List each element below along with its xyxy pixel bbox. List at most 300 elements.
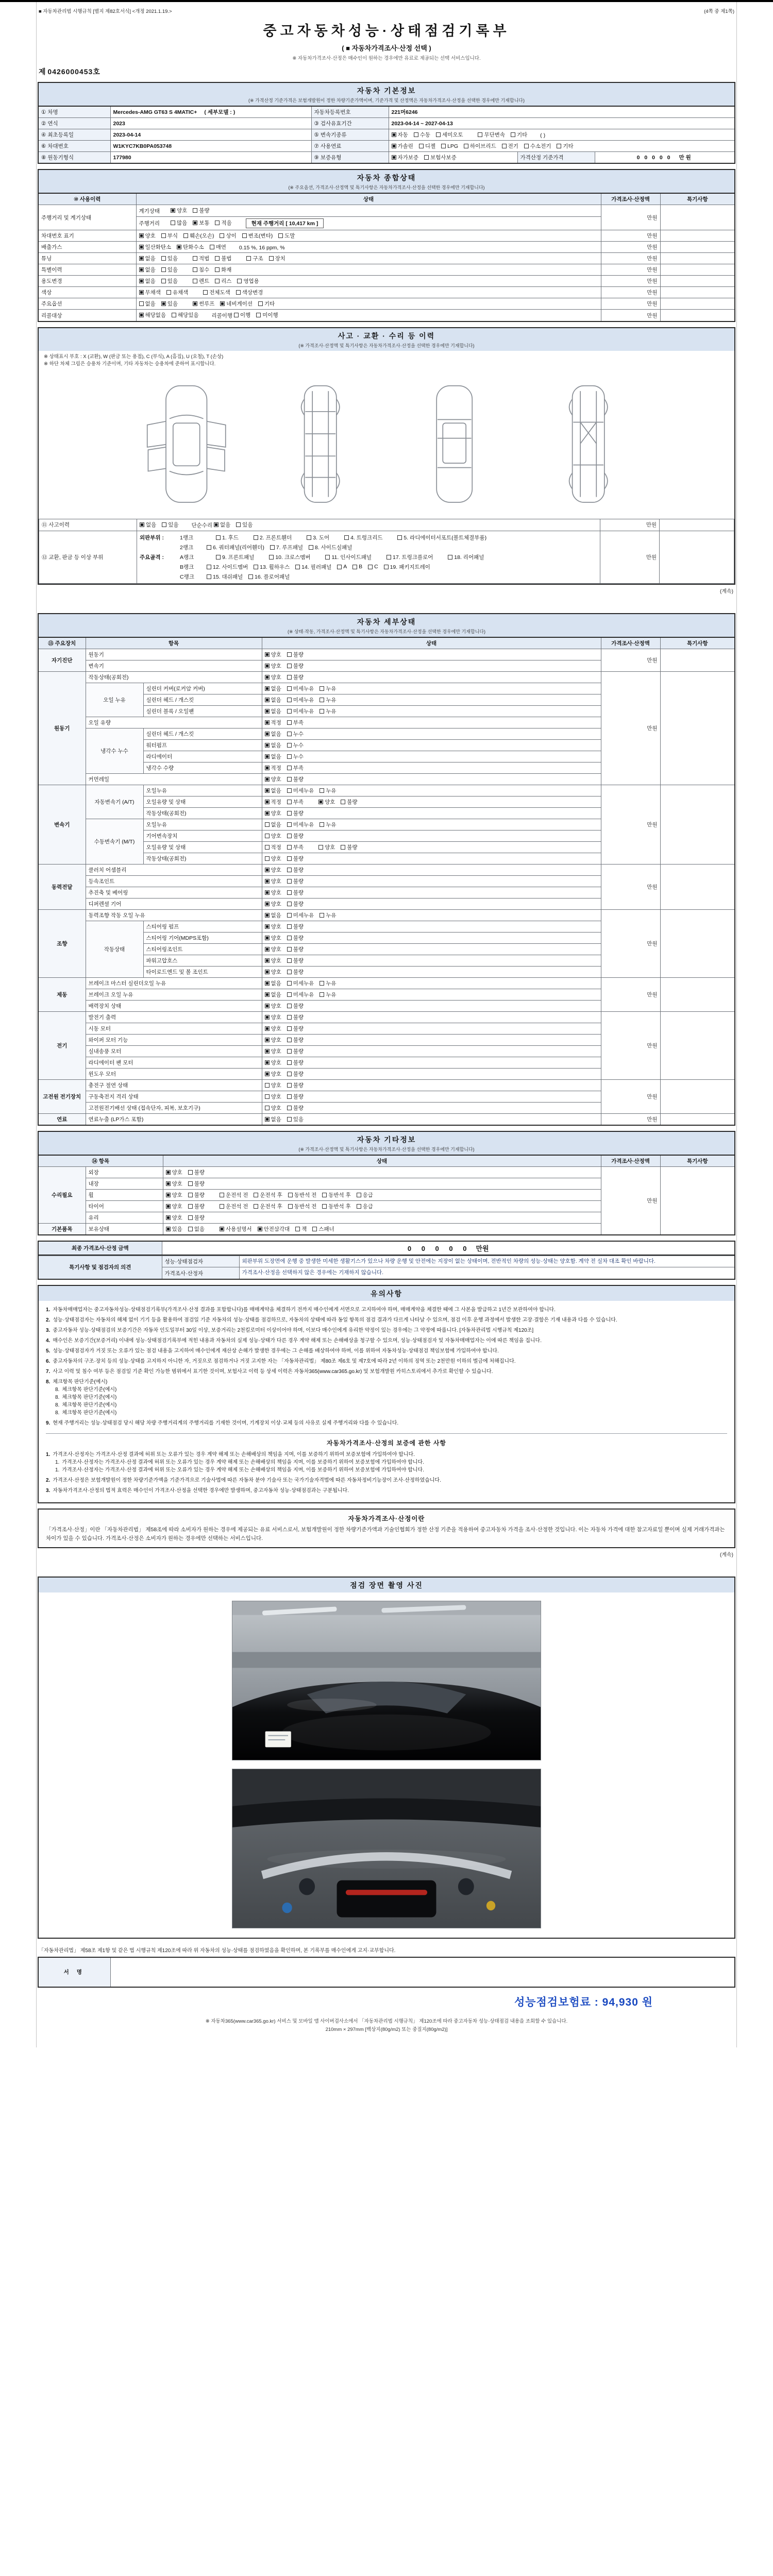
checkbox-icon[interactable] <box>139 256 144 261</box>
checkbox-icon[interactable] <box>166 1170 171 1175</box>
checkbox-option[interactable] <box>171 219 187 227</box>
checkbox-icon[interactable] <box>258 1227 262 1231</box>
checkbox-icon[interactable] <box>320 698 324 702</box>
checkbox-option[interactable] <box>166 1202 182 1210</box>
checkbox-icon[interactable] <box>140 522 144 527</box>
checkbox-option[interactable] <box>265 1081 281 1089</box>
checkbox-icon[interactable] <box>352 565 357 569</box>
checkbox-icon[interactable] <box>278 233 283 238</box>
checkbox-option[interactable] <box>357 1191 373 1199</box>
checkbox-icon[interactable] <box>287 913 292 918</box>
checkbox-icon[interactable] <box>207 565 211 569</box>
checkbox-icon[interactable] <box>236 522 241 527</box>
checkbox-option[interactable] <box>287 809 304 817</box>
checkbox-icon[interactable] <box>384 565 389 569</box>
checkbox-icon[interactable] <box>215 221 220 225</box>
checkbox-icon[interactable] <box>344 535 349 540</box>
checkbox-option[interactable] <box>265 787 281 794</box>
checkbox-option[interactable] <box>265 696 281 704</box>
checkbox-icon[interactable] <box>177 245 181 249</box>
checkbox-option[interactable] <box>265 855 281 862</box>
checkbox-icon[interactable] <box>287 1106 292 1110</box>
checkbox-option[interactable] <box>287 696 314 704</box>
checkbox-option[interactable] <box>265 877 281 885</box>
checkbox-option[interactable] <box>166 1191 182 1199</box>
checkbox-icon[interactable] <box>287 1060 292 1065</box>
checkbox-option[interactable] <box>265 934 281 942</box>
checkbox-icon[interactable] <box>287 720 292 725</box>
checkbox-icon[interactable] <box>322 1204 327 1209</box>
checkbox-option[interactable] <box>265 900 281 908</box>
checkbox-option[interactable] <box>318 843 335 851</box>
checkbox-option[interactable] <box>193 277 209 285</box>
checkbox-icon[interactable] <box>265 652 270 657</box>
checkbox-option[interactable] <box>320 696 336 704</box>
checkbox-option[interactable] <box>312 1225 334 1233</box>
checkbox-option[interactable] <box>216 534 239 541</box>
checkbox-icon[interactable] <box>287 958 292 963</box>
checkbox-option[interactable] <box>287 651 304 658</box>
checkbox-option[interactable] <box>188 1225 205 1233</box>
checkbox-icon[interactable] <box>171 208 175 213</box>
checkbox-icon[interactable] <box>166 1181 171 1186</box>
checkbox-icon[interactable] <box>287 1072 292 1076</box>
checkbox-icon[interactable] <box>161 279 166 283</box>
checkbox-icon[interactable] <box>557 144 561 148</box>
checkbox-icon[interactable] <box>287 1094 292 1099</box>
checkbox-option[interactable] <box>320 979 336 987</box>
checkbox-option[interactable] <box>265 798 281 806</box>
checkbox-icon[interactable] <box>287 686 292 691</box>
checkbox-icon[interactable] <box>265 732 270 736</box>
checkbox-option[interactable] <box>309 544 352 551</box>
checkbox-option[interactable] <box>320 821 336 828</box>
checkbox-option[interactable] <box>392 131 408 139</box>
checkbox-icon[interactable] <box>265 902 270 906</box>
checkbox-option[interactable] <box>287 1104 304 1112</box>
checkbox-icon[interactable] <box>265 868 270 872</box>
checkbox-option[interactable] <box>265 821 281 828</box>
checkbox-option[interactable] <box>193 255 209 262</box>
checkbox-option[interactable] <box>320 911 336 919</box>
checkbox-option[interactable] <box>265 651 281 658</box>
checkbox-option[interactable] <box>392 142 413 150</box>
checkbox-option[interactable] <box>193 207 209 214</box>
checkbox-option[interactable] <box>344 534 382 541</box>
checkbox-icon[interactable] <box>256 313 261 317</box>
checkbox-icon[interactable] <box>341 845 345 850</box>
checkbox-option[interactable] <box>502 142 518 150</box>
checkbox-icon[interactable] <box>215 279 220 283</box>
checkbox-icon[interactable] <box>188 1181 193 1186</box>
checkbox-option[interactable] <box>220 232 236 240</box>
checkbox-option[interactable] <box>265 1013 281 1021</box>
checkbox-icon[interactable] <box>287 766 292 770</box>
checkbox-icon[interactable] <box>265 664 270 668</box>
checkbox-icon[interactable] <box>287 822 292 827</box>
checkbox-icon[interactable] <box>295 565 300 569</box>
checkbox-option[interactable] <box>511 131 527 139</box>
checkbox-icon[interactable] <box>216 535 221 540</box>
checkbox-option[interactable] <box>162 521 178 529</box>
checkbox-icon[interactable] <box>287 811 292 816</box>
checkbox-option[interactable] <box>307 534 329 541</box>
checkbox-icon[interactable] <box>320 822 324 827</box>
checkbox-icon[interactable] <box>419 144 424 148</box>
checkbox-icon[interactable] <box>265 913 270 918</box>
checkbox-icon[interactable] <box>502 144 507 148</box>
checkbox-option[interactable] <box>161 232 178 240</box>
checkbox-icon[interactable] <box>265 709 270 714</box>
checkbox-icon[interactable] <box>188 1170 193 1175</box>
checkbox-icon[interactable] <box>320 913 324 918</box>
checkbox-option[interactable] <box>248 573 290 581</box>
checkbox-icon[interactable] <box>287 845 292 850</box>
checkbox-icon[interactable] <box>265 992 270 997</box>
checkbox-option[interactable] <box>265 991 281 998</box>
checkbox-icon[interactable] <box>287 1004 292 1008</box>
checkbox-option[interactable] <box>265 730 281 738</box>
checkbox-icon[interactable] <box>265 1049 270 1054</box>
checkbox-icon[interactable] <box>193 267 197 272</box>
checkbox-option[interactable] <box>242 232 273 240</box>
checkbox-option[interactable] <box>265 832 281 840</box>
checkbox-option[interactable] <box>448 553 484 561</box>
checkbox-option[interactable] <box>287 866 304 874</box>
checkbox-option[interactable] <box>287 1115 304 1123</box>
checkbox-option[interactable] <box>265 911 281 919</box>
checkbox-option[interactable] <box>287 877 304 885</box>
checkbox-icon[interactable] <box>511 132 515 137</box>
checkbox-icon[interactable] <box>220 301 225 306</box>
checkbox-option[interactable] <box>287 934 304 942</box>
checkbox-option[interactable] <box>441 143 458 149</box>
checkbox-option[interactable] <box>295 1225 307 1233</box>
checkbox-icon[interactable] <box>246 256 251 261</box>
checkbox-option[interactable] <box>161 266 178 274</box>
checkbox-option[interactable] <box>287 1059 304 1066</box>
checkbox-option[interactable] <box>392 154 419 161</box>
checkbox-option[interactable] <box>287 1013 304 1021</box>
checkbox-option[interactable] <box>265 741 281 749</box>
checkbox-icon[interactable] <box>237 279 242 283</box>
checkbox-icon[interactable] <box>161 256 166 261</box>
checkbox-icon[interactable] <box>436 132 441 137</box>
checkbox-icon[interactable] <box>265 947 270 952</box>
checkbox-icon[interactable] <box>254 1204 258 1209</box>
checkbox-option[interactable] <box>357 1202 373 1210</box>
checkbox-option[interactable] <box>318 798 335 806</box>
checkbox-icon[interactable] <box>464 144 468 148</box>
checkbox-icon[interactable] <box>265 856 270 861</box>
checkbox-option[interactable] <box>265 809 281 817</box>
checkbox-option[interactable] <box>265 889 281 896</box>
checkbox-icon[interactable] <box>265 1015 270 1020</box>
checkbox-icon[interactable] <box>162 522 166 527</box>
checkbox-option[interactable] <box>287 741 304 749</box>
checkbox-icon[interactable] <box>287 709 292 714</box>
checkbox-option[interactable] <box>188 1168 205 1176</box>
checkbox-icon[interactable] <box>166 1204 171 1209</box>
checkbox-icon[interactable] <box>193 208 197 213</box>
checkbox-option[interactable] <box>287 911 314 919</box>
checkbox-icon[interactable] <box>320 686 324 691</box>
checkbox-icon[interactable] <box>320 709 324 714</box>
checkbox-icon[interactable] <box>166 290 171 295</box>
checkbox-icon[interactable] <box>318 800 323 804</box>
checkbox-option[interactable] <box>177 243 204 251</box>
checkbox-option[interactable] <box>269 553 310 561</box>
checkbox-option[interactable] <box>287 1081 304 1089</box>
checkbox-icon[interactable] <box>265 1083 270 1088</box>
checkbox-option[interactable] <box>419 142 435 150</box>
checkbox-option[interactable] <box>287 832 304 840</box>
checkbox-option[interactable] <box>254 563 290 571</box>
checkbox-option[interactable] <box>287 662 304 670</box>
checkbox-icon[interactable] <box>287 834 292 838</box>
checkbox-icon[interactable] <box>287 1117 292 1122</box>
checkbox-option[interactable] <box>287 991 314 998</box>
checkbox-option[interactable] <box>287 900 304 908</box>
checkbox-icon[interactable] <box>287 664 292 668</box>
checkbox-icon[interactable] <box>287 992 292 997</box>
checkbox-icon[interactable] <box>287 936 292 940</box>
checkbox-icon[interactable] <box>265 1094 270 1099</box>
checkbox-option[interactable] <box>265 979 281 987</box>
checkbox-icon[interactable] <box>287 788 292 793</box>
checkbox-option[interactable] <box>464 142 496 150</box>
checkbox-icon[interactable] <box>265 1106 270 1110</box>
checkbox-option[interactable] <box>287 843 304 851</box>
checkbox-icon[interactable] <box>265 1026 270 1031</box>
checkbox-icon[interactable] <box>287 868 292 872</box>
checkbox-option[interactable] <box>203 289 230 296</box>
checkbox-icon[interactable] <box>234 313 239 317</box>
checkbox-icon[interactable] <box>325 555 330 560</box>
checkbox-icon[interactable] <box>265 879 270 884</box>
checkbox-icon[interactable] <box>322 1193 327 1197</box>
checkbox-icon[interactable] <box>161 267 166 272</box>
checkbox-option[interactable] <box>210 243 226 251</box>
checkbox-icon[interactable] <box>258 301 263 306</box>
checkbox-icon[interactable] <box>287 1049 292 1054</box>
checkbox-option[interactable] <box>265 1002 281 1010</box>
checkbox-option[interactable] <box>166 289 188 296</box>
checkbox-icon[interactable] <box>265 834 270 838</box>
checkbox-option[interactable] <box>287 889 304 896</box>
checkbox-icon[interactable] <box>287 1015 292 1020</box>
checkbox-icon[interactable] <box>139 313 144 317</box>
checkbox-icon[interactable] <box>254 565 258 569</box>
checkbox-icon[interactable] <box>414 132 418 137</box>
checkbox-icon[interactable] <box>265 754 270 759</box>
checkbox-option[interactable] <box>478 131 505 139</box>
checkbox-icon[interactable] <box>265 1117 270 1122</box>
checkbox-icon[interactable] <box>357 1204 361 1209</box>
checkbox-icon[interactable] <box>337 565 342 569</box>
checkbox-icon[interactable] <box>287 947 292 952</box>
checkbox-option[interactable] <box>265 764 281 772</box>
checkbox-option[interactable] <box>322 1191 351 1199</box>
checkbox-icon[interactable] <box>265 766 270 770</box>
checkbox-icon[interactable] <box>392 132 396 137</box>
checkbox-icon[interactable] <box>441 144 446 148</box>
checkbox-icon[interactable] <box>166 1193 171 1197</box>
checkbox-icon[interactable] <box>320 788 324 793</box>
checkbox-option[interactable] <box>265 843 281 851</box>
checkbox-option[interactable] <box>278 232 295 240</box>
checkbox-option[interactable] <box>172 311 199 319</box>
checkbox-option[interactable] <box>325 553 372 561</box>
checkbox-option[interactable] <box>139 243 172 251</box>
checkbox-icon[interactable] <box>288 1193 293 1197</box>
checkbox-option[interactable] <box>287 764 304 772</box>
checkbox-option[interactable] <box>287 957 304 964</box>
checkbox-option[interactable] <box>256 311 278 319</box>
checkbox-option[interactable] <box>287 753 304 760</box>
checkbox-icon[interactable] <box>265 675 270 680</box>
checkbox-icon[interactable] <box>188 1227 193 1231</box>
checkbox-option[interactable] <box>368 564 378 570</box>
checkbox-option[interactable] <box>139 255 156 262</box>
checkbox-icon[interactable] <box>139 290 144 295</box>
checkbox-icon[interactable] <box>254 1193 258 1197</box>
checkbox-option[interactable] <box>254 1202 282 1210</box>
checkbox-option[interactable] <box>265 1047 281 1055</box>
checkbox-icon[interactable] <box>139 245 144 249</box>
signature-area[interactable] <box>110 1957 735 1987</box>
checkbox-option[interactable] <box>161 277 178 285</box>
checkbox-icon[interactable] <box>248 574 253 579</box>
checkbox-option[interactable] <box>215 219 231 227</box>
checkbox-icon[interactable] <box>220 233 224 238</box>
checkbox-option[interactable] <box>322 1202 351 1210</box>
checkbox-icon[interactable] <box>183 233 188 238</box>
checkbox-option[interactable] <box>207 573 243 581</box>
checkbox-option[interactable] <box>287 1047 304 1055</box>
checkbox-option[interactable] <box>139 311 166 319</box>
checkbox-icon[interactable] <box>139 301 144 306</box>
checkbox-option[interactable] <box>234 311 250 319</box>
checkbox-icon[interactable] <box>193 221 197 225</box>
checkbox-option[interactable] <box>287 798 304 806</box>
checkbox-option[interactable] <box>265 685 281 692</box>
checkbox-icon[interactable] <box>320 992 324 997</box>
checkbox-icon[interactable] <box>193 256 197 261</box>
checkbox-icon[interactable] <box>269 555 274 560</box>
checkbox-option[interactable] <box>287 775 304 783</box>
checkbox-icon[interactable] <box>265 1004 270 1008</box>
checkbox-icon[interactable] <box>341 800 345 804</box>
checkbox-option[interactable] <box>287 673 304 681</box>
checkbox-icon[interactable] <box>265 720 270 725</box>
checkbox-option[interactable] <box>214 521 230 529</box>
checkbox-option[interactable] <box>207 544 264 551</box>
checkbox-icon[interactable] <box>139 267 144 272</box>
checkbox-icon[interactable] <box>287 890 292 895</box>
checkbox-icon[interactable] <box>215 267 220 272</box>
checkbox-icon[interactable] <box>214 522 219 527</box>
checkbox-icon[interactable] <box>270 545 275 550</box>
checkbox-option[interactable] <box>287 923 304 930</box>
checkbox-icon[interactable] <box>161 233 166 238</box>
checkbox-icon[interactable] <box>265 890 270 895</box>
checkbox-option[interactable] <box>287 1093 304 1100</box>
checkbox-option[interactable] <box>220 300 253 308</box>
checkbox-icon[interactable] <box>265 1038 270 1042</box>
checkbox-option[interactable] <box>237 277 259 285</box>
checkbox-option[interactable] <box>166 1214 182 1222</box>
checkbox-option[interactable] <box>265 775 281 783</box>
checkbox-icon[interactable] <box>265 822 270 827</box>
checkbox-icon[interactable] <box>287 1038 292 1042</box>
checkbox-option[interactable] <box>265 1104 281 1112</box>
checkbox-icon[interactable] <box>166 1215 171 1220</box>
checkbox-icon[interactable] <box>171 221 175 225</box>
checkbox-option[interactable] <box>265 923 281 930</box>
checkbox-icon[interactable] <box>368 565 373 569</box>
checkbox-icon[interactable] <box>424 155 429 160</box>
checkbox-icon[interactable] <box>265 777 270 782</box>
checkbox-icon[interactable] <box>265 800 270 804</box>
checkbox-icon[interactable] <box>265 845 270 850</box>
checkbox-icon[interactable] <box>166 1227 171 1231</box>
checkbox-option[interactable] <box>139 277 156 285</box>
checkbox-option[interactable] <box>287 1070 304 1078</box>
checkbox-option[interactable] <box>341 843 357 851</box>
checkbox-icon[interactable] <box>287 675 292 680</box>
checkbox-icon[interactable] <box>265 743 270 748</box>
checkbox-option[interactable] <box>265 1093 281 1100</box>
checkbox-option[interactable] <box>352 564 362 570</box>
checkbox-icon[interactable] <box>193 301 197 306</box>
checkbox-option[interactable] <box>287 1025 304 1032</box>
checkbox-icon[interactable] <box>216 555 221 560</box>
checkbox-option[interactable] <box>139 266 156 274</box>
checkbox-option[interactable] <box>265 1115 281 1123</box>
checkbox-option[interactable] <box>265 662 281 670</box>
checkbox-icon[interactable] <box>265 698 270 702</box>
checkbox-option[interactable] <box>397 534 486 541</box>
checkbox-icon[interactable] <box>188 1193 193 1197</box>
checkbox-option[interactable] <box>269 255 285 262</box>
checkbox-icon[interactable] <box>478 132 482 137</box>
checkbox-icon[interactable] <box>287 879 292 884</box>
checkbox-option[interactable] <box>193 266 209 274</box>
checkbox-option[interactable] <box>220 1225 252 1233</box>
checkbox-option[interactable] <box>220 1191 248 1199</box>
checkbox-option[interactable] <box>265 719 281 726</box>
checkbox-option[interactable] <box>287 821 314 828</box>
checkbox-option[interactable] <box>320 787 336 794</box>
checkbox-option[interactable] <box>320 685 336 692</box>
checkbox-option[interactable] <box>287 945 304 953</box>
checkbox-icon[interactable] <box>309 545 313 550</box>
checkbox-icon[interactable] <box>220 1204 224 1209</box>
checkbox-icon[interactable] <box>265 788 270 793</box>
checkbox-option[interactable] <box>193 300 214 308</box>
checkbox-icon[interactable] <box>287 777 292 782</box>
checkbox-option[interactable] <box>287 730 304 738</box>
checkbox-option[interactable] <box>215 255 231 262</box>
checkbox-icon[interactable] <box>318 845 323 850</box>
checkbox-icon[interactable] <box>172 313 176 317</box>
checkbox-option[interactable] <box>288 1191 317 1199</box>
checkbox-icon[interactable] <box>287 743 292 748</box>
checkbox-icon[interactable] <box>265 936 270 940</box>
checkbox-option[interactable] <box>215 266 231 274</box>
checkbox-option[interactable] <box>524 142 551 150</box>
